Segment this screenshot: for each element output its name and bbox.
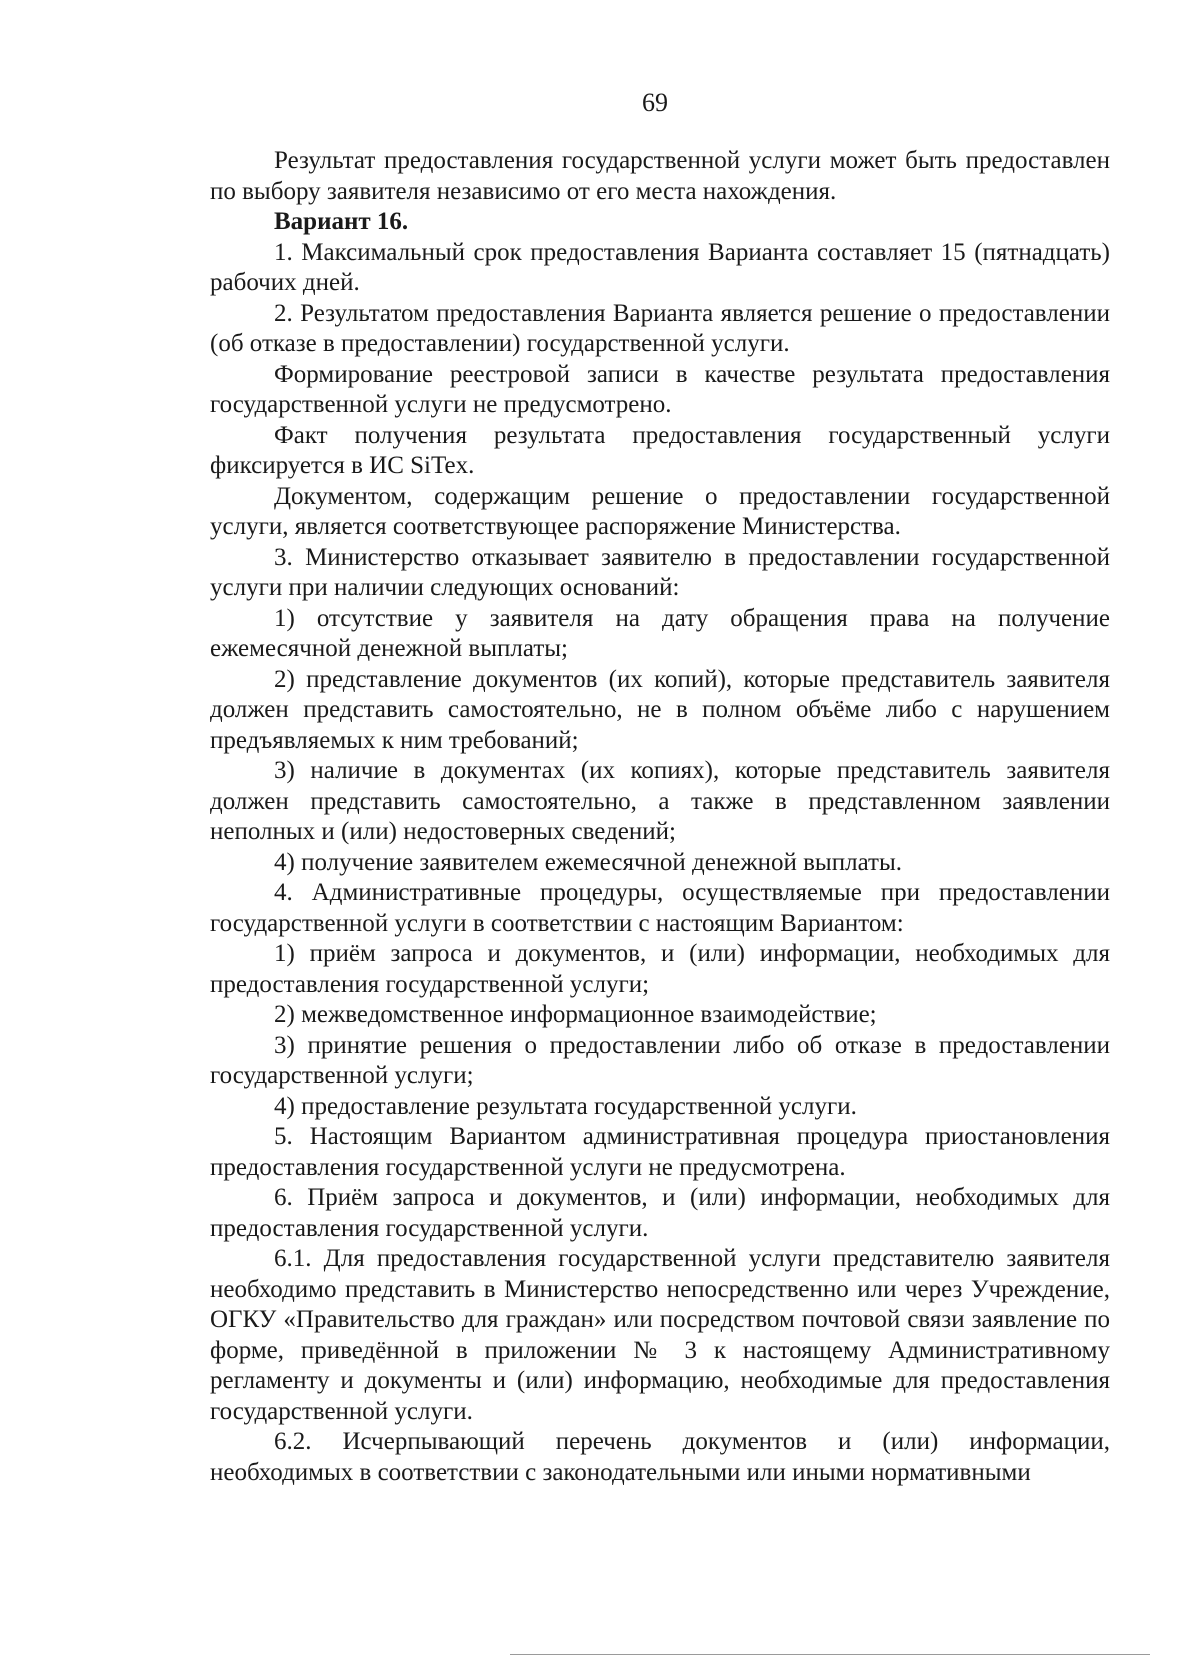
footer-divider [510, 1654, 1150, 1655]
paragraph-result-delivery: Результат предоставления государственной услуги может быть предоставлен по выбору заявителя независимо от его места нахождения. [210, 147, 1110, 205]
list-item-refusal-2: 2) представление документов (их копий), которые представитель заявителя должен представить самостоятельно, не в полном объёме либо с нарушением предъявляемых к ним требований; [210, 665, 1110, 754]
list-item-refusal-3: 3) наличие в документах (их копиях), которые представитель заявителя должен представить самостоятельно, а также в представленном заявлении неполных и (или) недостоверных сведений; [210, 757, 1110, 845]
paragraph-refusal-grounds: 3. Министерство отказывает заявителю в предоставлении государственной услуги при наличии следующих оснований: [210, 543, 1110, 601]
paragraph-max-term: 1. Максимальный срок предоставления Варианта составляет 15 (пятнадцать) рабочих дней. [210, 238, 1110, 296]
list-item-procedure-3: 3) принятие решения о предоставлении либо об отказе в предоставлении государственной услуги; [210, 1031, 1110, 1089]
paragraph-request-intake: 6. Приём запроса и документов, и (или) информации, необходимых для предоставления государственной услуги. [210, 1184, 1110, 1242]
list-item-refusal-4: 4) получение заявителем ежемесячной денежной выплаты. [274, 848, 902, 876]
list-item-procedure-4: 4) предоставление результата государственной услуги. [274, 1092, 857, 1120]
paragraph-6-1: 6.1. Для предоставления государственной услуги представителю заявителя необходимо представить в Министерство непосредственно или через Учреждение, ОГКУ «Правительство для граждан» или посредством почтовой связи заявление по форме, приведённой в приложении № 3 к настоящему Административному регламенту и документы и (или) информацию, необходимые для предоставления государственной услуги. [210, 1245, 1110, 1425]
paragraph-result: 2. Результатом предоставления Варианта является решение о предоставлении (об отказе в предоставлении) государственной услуги. [210, 299, 1110, 357]
variant-heading: Вариант 16. [274, 208, 409, 235]
paragraph-admin-procedures: 4. Административные процедуры, осуществляемые при предоставлении государственной услуги в соответствии с настоящим Вариантом: [210, 879, 1110, 937]
list-item-refusal-1: 1) отсутствие у заявителя на дату обращения права на получение ежемесячной денежной выплаты; [210, 604, 1110, 662]
list-item-procedure-1: 1) приём запроса и документов, и (или) информации, необходимых для предоставления государственной услуги; [210, 940, 1110, 998]
list-item-procedure-2: 2) межведомственное информационное взаимодействие; [274, 1001, 877, 1028]
page-number: 69 [642, 88, 668, 117]
paragraph-6-2: 6.2. Исчерпывающий перечень документов и (или) информации, необходимых в соответствии с законодательными или иными нормативными [210, 1428, 1110, 1486]
paragraph-decision-document: Документом, содержащим решение о предоставлении государственной услуги, является соответствующее распоряжение Министерства. [210, 482, 1110, 540]
paragraph-registry-record: Формирование реестровой записи в качестве результата предоставления государственной услуги не предусмотрено. [210, 360, 1110, 418]
paragraph-fact-recording: Факт получения результата предоставления государственный услуги фиксируется в ИС SiTex. [210, 421, 1110, 479]
document-body [210, 146, 1110, 1488]
paragraph-suspension: 5. Настоящим Вариантом административная процедура приостановления предоставления государственной услуги не предусмотрена. [210, 1123, 1110, 1181]
